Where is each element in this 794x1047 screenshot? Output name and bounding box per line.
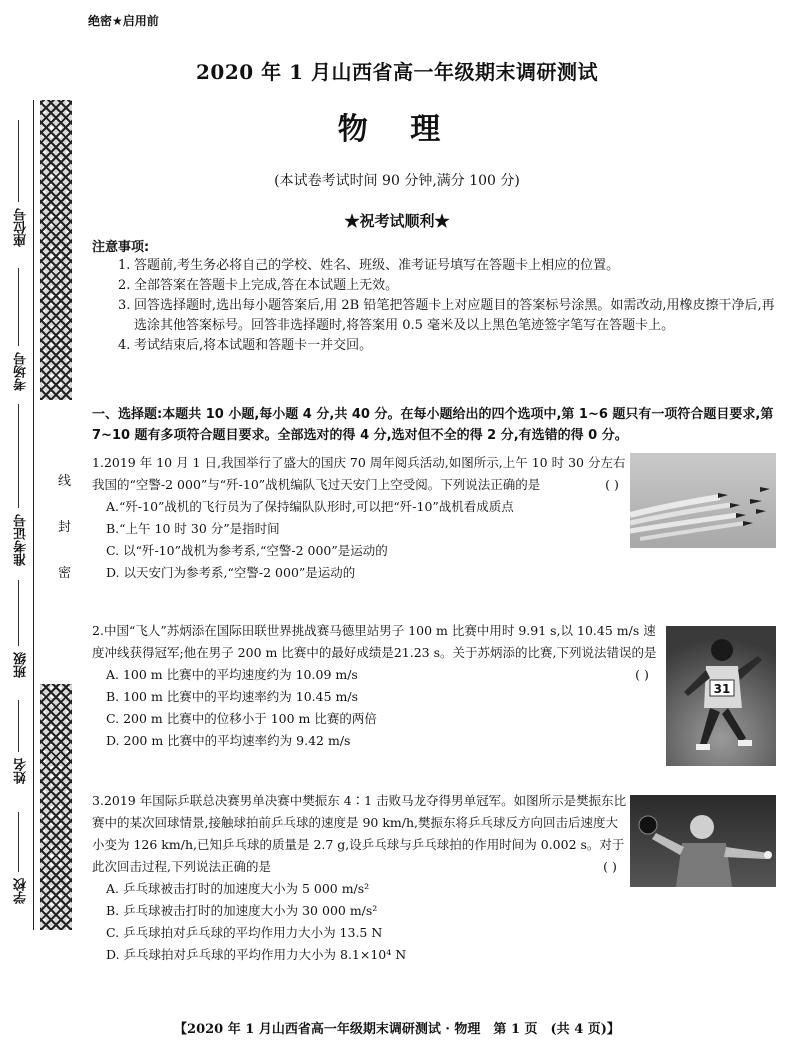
exam-info: (本试卷考试时间 90 分钟,满分 100 分) <box>274 173 520 189</box>
seal-word-secret: 密 <box>58 566 72 581</box>
notice-item <box>118 296 778 336</box>
option-d: D. 以天安门为参考系,“空警-2 000”是运动的 <box>106 565 356 580</box>
notice-list <box>118 256 778 356</box>
subject-title: 物 理 <box>337 112 457 147</box>
option-b: B. 100 m 比赛中的平均速率约为 10.45 m/s <box>106 689 359 704</box>
binding-underline-ticket <box>18 404 19 508</box>
question-2 <box>92 620 662 752</box>
binding-label-school: 学校 <box>14 878 29 904</box>
option-b: B.“上午 10 时 30 分”是指时间 <box>106 521 280 536</box>
notice-item-num: 4. <box>118 338 131 353</box>
option-a: A. 乒乓球被击打时的加速度大小为 5 000 m/s² <box>106 881 370 896</box>
option-d: D. 乒乓球拍对乒乓球的平均作用力大小为 8.1×10⁴ N <box>106 947 407 962</box>
binding-label-name: 姓名 <box>14 758 29 784</box>
runner-bib-number: 31 <box>713 682 731 696</box>
binding-label-class: 班级 <box>14 652 29 678</box>
section-heading: 一、选择题:本题共 10 小题,每小题 4 分,共 40 分。在每小题给出的四个选项中,第 1~6 题只有一项符合题目要求,第 7~10 题有多项符合题目要求。全部选对的得 4 分,选对但不全的得 2 分,有选错的得 0 分。 <box>92 407 774 443</box>
binding-underline-class <box>18 580 19 646</box>
notice-item-num: 3. <box>118 298 131 313</box>
binding-label-ticket: 准考证号 <box>14 514 29 566</box>
binding-label-room: 考场号 <box>14 352 29 391</box>
notice-item-text: 答题前,考生务必将自己的学校、姓名、班级、准考证号填写在答题卡上相应的位置。 <box>134 258 620 273</box>
binding-pattern-bottom <box>40 684 72 930</box>
exam-wish: ★祝考试顺利★ <box>344 212 450 230</box>
question-text: 2019 年国际乒联总决赛男单决赛中樊振东 4∶1 击败马龙夺得男单冠军。如图所示是樊振东比赛中的某次回球情景,接触球拍前乒乓球的速度是 90 km/h,樊振东将乒乓球反方向回击后速度大小变为 126 km/h,已知乒乓球的质量是 2.7 g,设乒乓球与乒乓球拍的作用时间为 0.002 s。对于此次回击过程,下列说法正确的是 <box>92 793 627 874</box>
seal-word-line: 线 <box>58 474 72 489</box>
binding-underline-room <box>18 268 19 346</box>
question-number: 3. <box>92 793 104 808</box>
question-number: 1. <box>92 455 104 470</box>
notice-item <box>118 276 778 296</box>
secret-label: 绝密★启用前 <box>88 14 159 28</box>
table-tennis-photo <box>630 795 776 887</box>
notice-item-num: 2. <box>118 278 131 293</box>
notice-item-text: 全部答案在答题卡上完成,答在本试题上无效。 <box>134 278 399 293</box>
answer-bracket: ( ) <box>635 667 649 682</box>
notice-item <box>118 256 778 276</box>
page-footer: 【2020 年 1 月山西省高一年级期末调研测试 · 物理 第 1 页 (共 4 页)】 <box>174 1022 620 1037</box>
question-3 <box>92 790 630 966</box>
notice-item-num: 1. <box>118 258 131 273</box>
option-a: A. 100 m 比赛中的平均速度约为 10.09 m/s <box>106 667 358 682</box>
question-stem <box>92 790 630 878</box>
question-1 <box>92 452 632 584</box>
sprinter-photo <box>666 626 776 766</box>
question-stem <box>92 452 632 496</box>
notice-item <box>118 336 778 356</box>
question-text: 中国“飞人”苏炳添在国际田联世界挑战赛马德里站男子 100 m 比赛中用时 9.91 s,以 10.45 m/s 速度冲线获得冠军;他在男子 200 m 比赛中的最好成绩是21.23 s。关于苏炳添的比赛,下列说法错误的是 <box>92 623 657 660</box>
question-text: 2019 年 10 月 1 日,我国举行了盛大的国庆 70 周年阅兵活动,如图所示,上午 10 时 30 分左右我国的“空警-2 000”与“歼-10”战机编队飞过天安门上空受阅。下列说法正确的是 <box>92 455 626 492</box>
option-b: B. 乒乓球被击打时的加速度大小为 30 000 m/s² <box>106 903 378 918</box>
notice-item-text: 考试结束后,将本试题和答题卡一并交回。 <box>134 338 373 353</box>
notice-title: 注意事项: <box>92 240 150 255</box>
seal-word-seal: 封 <box>58 520 72 535</box>
notice-item-text: 回答选择题时,选出每小题答案后,用 2B 铅笔把答题卡上对应题目的答案标号涂黑。如需改动,用橡皮擦干净后,再选涂其他答案标号。回答非选择题时,将答案用 0.5 毫米及以上黑色笔迹签字笔写在答题卡上。 <box>134 298 775 333</box>
question-number: 2. <box>92 623 104 638</box>
option-a: A.“歼-10”战机的飞行员为了保持编队队形时,可以把“歼-10”战机看成质点 <box>106 499 514 514</box>
option-c: C. 以“歼-10”战机为参考系,“空警-2 000”是运动的 <box>106 543 388 558</box>
exam-title: 2020 年 1 月山西省高一年级期末调研测试 <box>196 60 598 84</box>
answer-bracket: ( ) <box>605 477 619 492</box>
binding-underline-name <box>18 700 19 752</box>
option-d: D. 200 m 比赛中的平均速率约为 9.42 m/s <box>106 733 351 748</box>
binding-label-seat: 座位号 <box>14 208 29 247</box>
option-c: C. 200 m 比赛中的位移小于 100 m 比赛的两倍 <box>106 711 377 726</box>
jet-formation-photo <box>630 453 776 548</box>
option-c: C. 乒乓球拍对乒乓球的平均作用力大小为 13.5 N <box>106 925 383 940</box>
answer-bracket: ( ) <box>603 859 617 874</box>
binding-underline-school <box>18 812 19 872</box>
